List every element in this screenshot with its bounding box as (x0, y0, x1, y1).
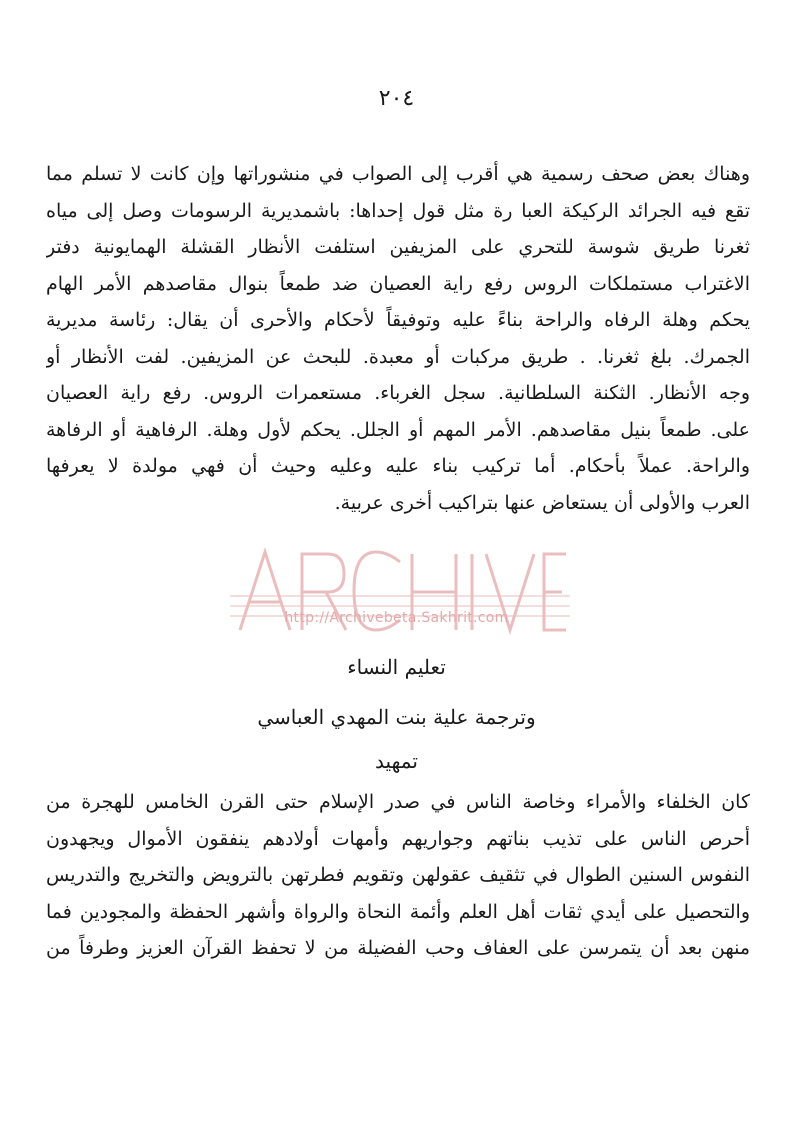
text-line: العرب والأولى أن يستعاض عنها بتراكيب أخرى عربية. (334, 491, 750, 514)
text-line: أحرص الناس على تذيب بناتهم وجواريهم وأمهات أولادهم ينفقون الأموال ويجهدون (46, 827, 750, 850)
paragraph-preface (46, 784, 750, 967)
paragraph-intro (46, 156, 750, 521)
section-title: تعليم النساء (347, 655, 446, 679)
text-line: يحكم وهلة الرفاه والراحة بناءً عليه وتوفيقاً لأحكام والأحرى أن يقال: رئاسة مديرية (46, 309, 750, 331)
text-line: تقع فيه الجرائد الركيكة العبا رة مثل قول إحداها: باشمديرية الرسومات وصل إلى مياه (46, 199, 750, 222)
text-line: النفوس السنين الطوال في تثقيف عقولهن وتقويم فطرتهن بالترويض والتخريج والتدريس (46, 864, 750, 886)
text-line: وهناك بعض صحف رسمية هي أقرب إلى الصواب في منشوراتها وإن كانت لا تسلم مما (46, 163, 750, 185)
text-line: وجه الأنظار. الثكنة السلطانية. سجل الغرباء. مستعمرات الروس. رفع راية العصيان (46, 382, 750, 404)
text-line: والراحة. عملاً بأحكام. أما تركيب بناء عليه وعليه وحيث أن فهي مولدة لا يعرفها (46, 455, 750, 477)
section-subtitle: وترجمة علية بنت المهدي العباسي (257, 705, 536, 729)
text-line: الجمرك. بلغ ثغرنا. . طريق مركبات أو معبدة. للبحث عن المزيفين. لفت الأنظار أو (46, 345, 750, 368)
text-line: ثغرنا طريق شوسة للتحري على المزيفين استلفت الأنظار القشلة الهمايونية دفتر (46, 236, 750, 258)
section-heading-intro: تمهيد (375, 749, 418, 773)
text-line: منهن بعد أن يتمرسن على العفاف وحب الفضيلة من لا تحفظ القرآن العزيز وطرفاً من (46, 937, 750, 959)
archive-watermark-logo (230, 540, 570, 640)
text-line: الاغتراب مستملكات الروس رفع راية العصيان ضد طمعاً بنوال مقاصدهم الأمر الهام (46, 272, 750, 295)
watermark-url: http://Archivebeta.Sakhrit.com (284, 610, 509, 626)
text-line: والتحصيل على أيدي ثقات أهل العلم وأئمة النحاة والرواة وأشهر الحفظة والمجودين فما (46, 900, 750, 923)
text-line: كان الخلفاء والأمراء وخاصة الناس في صدر الإسلام حتى القرن الخامس للهجرة من (46, 791, 750, 813)
text-line: على. طمعاً بنيل مقاصدهم. الأمر المهم أو الجلل. يحكم لأول وهلة. الرفاهية أو الرفاهة (46, 418, 750, 441)
page-number: ٢٠٤ (378, 86, 415, 111)
